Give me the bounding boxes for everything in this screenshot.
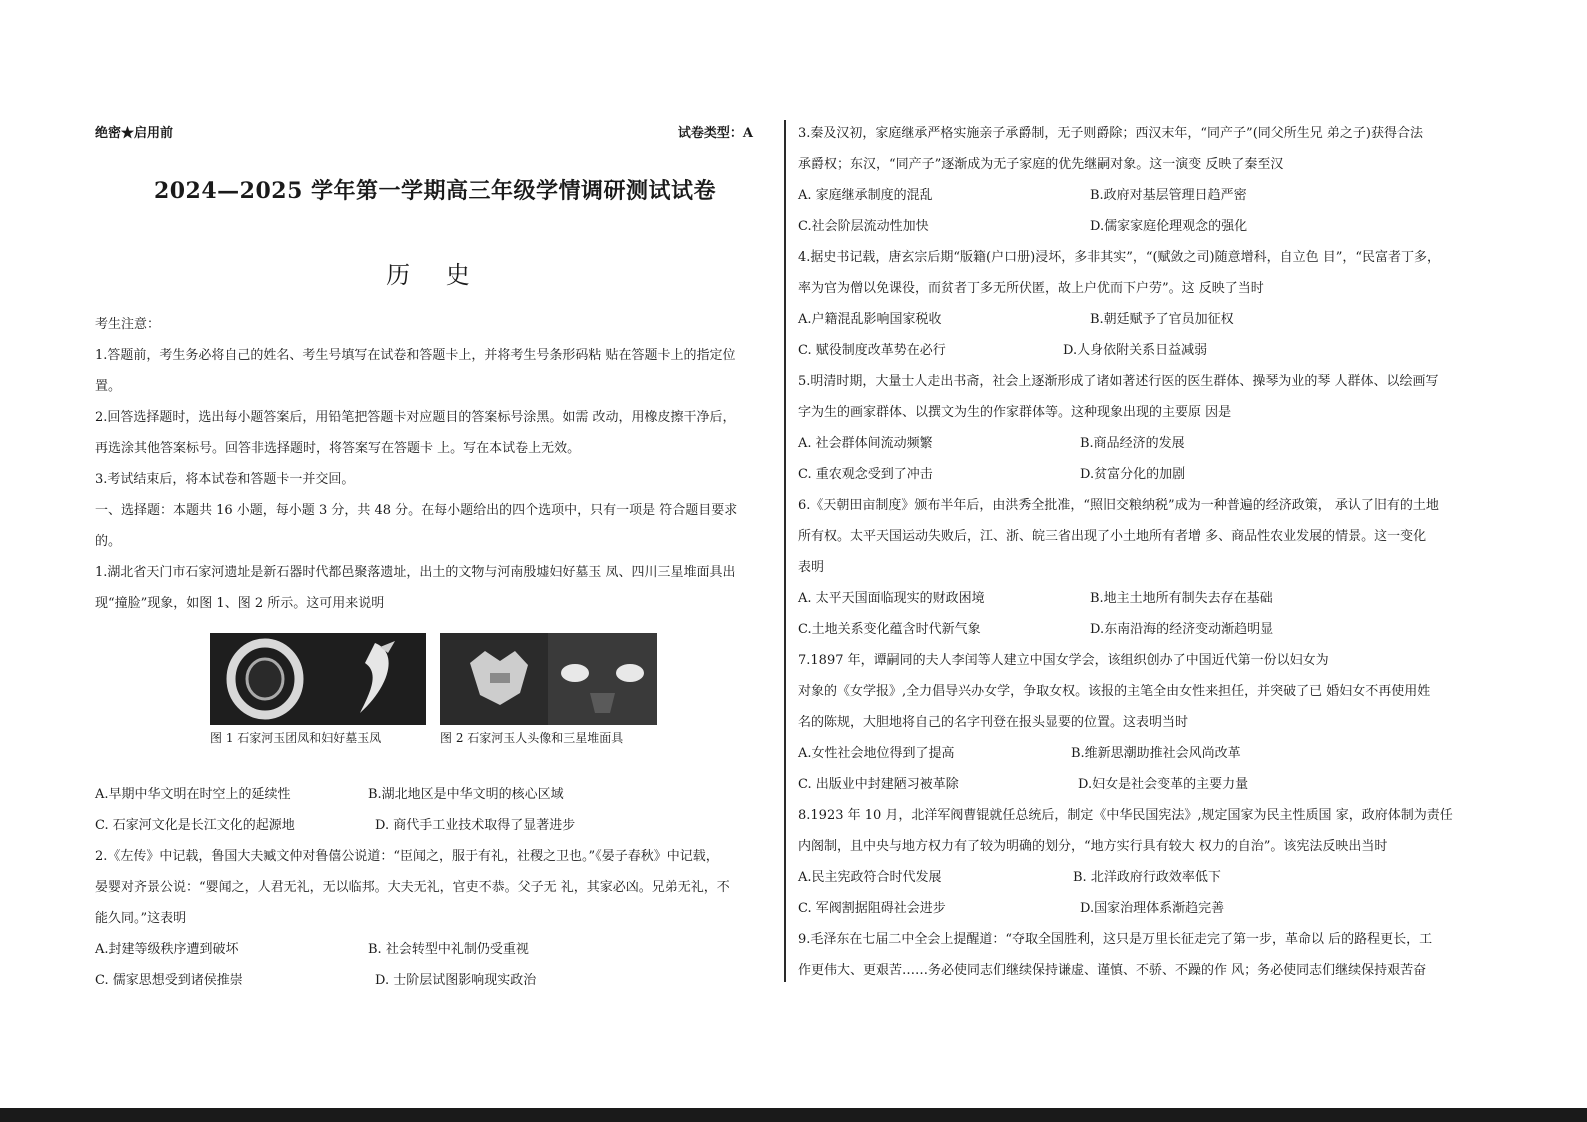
option-d: D.人身依附关系日益减弱 <box>1063 343 1208 358</box>
options-row <box>798 459 1488 490</box>
question-text-line: 率为官为僧以免课役，而贫者丁多无所伏匿，故上户优而下户劳”。这 反映了当时 <box>798 281 1264 296</box>
column-divider <box>784 120 786 982</box>
question-text-line: 5.明清时期，大量士人走出书斋，社会上逐渐形成了诸如著述行医的医生群体、操琴为业的琴 人群体、以绘画写 <box>798 374 1439 389</box>
confidential-label: 绝密★启用前 <box>95 126 174 141</box>
options-row <box>95 965 775 996</box>
notice-title: 考生注意： <box>95 317 161 332</box>
option-c: C.社会阶层流动性加快 <box>798 219 929 234</box>
option-a: A. 太平天国面临现实的财政困境 <box>798 591 985 606</box>
left-column <box>95 118 775 996</box>
question-text-line: 晏婴对齐景公说：“婴闻之，人君无礼，无以临邦。大夫无礼，官吏不恭。父子无 礼，其家必凶。兄弟无礼，不 <box>95 880 730 895</box>
exam-title: 2024—2025 学年第一学期高三年级学情调研测试试卷 <box>153 178 717 204</box>
option-d: D.妇女是社会变革的主要力量 <box>1078 777 1249 792</box>
question-2 <box>95 841 775 996</box>
options-row <box>798 893 1488 924</box>
question-6 <box>798 490 1488 645</box>
option-c: C. 军阀割据阻碍社会进步 <box>798 901 946 916</box>
figure-2-caption: 图 2 石家河玉人头像和三星堆面具 <box>440 731 624 745</box>
paper-type-label: 试卷类型：A <box>677 126 753 141</box>
section-line: 的。 <box>95 534 122 549</box>
option-b: B.维新思潮助推社会风尚改革 <box>1071 746 1241 761</box>
option-d: D.贫富分化的加剧 <box>1080 467 1186 482</box>
option-a: A.封建等级秩序遭到破坏 <box>95 942 239 957</box>
option-d: D. 士阶层试图影响现实政治 <box>375 973 537 988</box>
notice-line: 2.回答选择题时，选出每小题答案后，用铅笔把答题卡对应题目的答案标号涂黑。如需 改动，用橡皮擦干净后， <box>95 410 736 425</box>
option-b: B.政府对基层管理日趋严密 <box>1090 188 1247 203</box>
question-text-line: 承爵权；东汉，“同产子”逐渐成为无子家庭的优先继嗣对象。这一演变 反映了秦至汉 <box>798 157 1284 172</box>
question-text-line: 7.1897 年，谭嗣同的夫人李闰等人建立中国女学会，该组织创办了中国近代第一份以妇女为 <box>798 653 1329 668</box>
question-1 <box>95 557 775 841</box>
options-row <box>798 738 1488 769</box>
option-c: C.土地关系变化蕴含时代新气象 <box>798 622 981 637</box>
figure-1-caption: 图 1 石家河玉团凤和妇好墓玉凤 <box>210 731 382 745</box>
question-text-line: 所有权。太平天国运动失败后，江、浙、皖三省出现了小土地所有者增 多、商品性农业发展的情景。这一变化 <box>798 529 1427 544</box>
options-row <box>95 810 775 841</box>
question-text-line: 6.《天朝田亩制度》颁布半年后，由洪秀全批准，“照旧交粮纳税”成为一种普遍的经济政策， 承认了旧有的土地 <box>798 498 1439 513</box>
question-text-line: 能久同。”这表明 <box>95 911 187 926</box>
option-c: C. 赋役制度改革势在必行 <box>798 343 946 358</box>
question-text-line: 对象的《女学报》,全力倡导兴办女学，争取女权。该报的主笔全由女性来担任，并突破了已 婚妇女不再使用姓 <box>798 684 1431 699</box>
question-text-line: 现“撞脸”现象，如图 1、图 2 所示。这可用来说明 <box>95 596 385 611</box>
option-c: C. 儒家思想受到诸侯推崇 <box>95 973 243 988</box>
figure-1-image <box>210 633 426 725</box>
options-row <box>798 862 1488 893</box>
section-line: 一、选择题：本题共 16 小题，每小题 3 分，共 48 分。在每小题给出的四个选项中，只有一项是 符合题目要求 <box>95 503 738 518</box>
question-text-line: 3.秦及汉初，家庭继承严格实施亲子承爵制，无子则爵除；西汉末年，“同产子”(同父所生兄 弟之子)获得合法 <box>798 126 1423 141</box>
options-row <box>798 304 1488 335</box>
question-text-line: 9.毛泽东在七届二中全会上提醒道：“夺取全国胜利，这只是万里长征走完了第一步，革命以 后的路程更长，工 <box>798 932 1433 947</box>
question-text-line: 表明 <box>798 560 825 575</box>
options-row <box>798 769 1488 800</box>
options-row <box>798 180 1488 211</box>
notice-line: 1.答题前，考生务必将自己的姓名、考生号填写在试卷和答题卡上，并将考生号条形码粘 贴在答题卡上的指定位 <box>95 348 736 363</box>
options-row <box>798 583 1488 614</box>
notice-line: 3.考试结束后，将本试卷和答题卡一并交回。 <box>95 472 355 487</box>
option-b: B.地主土地所有制失去存在基础 <box>1090 591 1273 606</box>
option-a: A.民主宪政符合时代发展 <box>798 870 942 885</box>
question-text-line: 2.《左传》中记载，鲁国大夫臧文仲对鲁僖公说道：“臣闻之，服于有礼，社稷之卫也。”《晏子春秋》中记载， <box>95 849 719 864</box>
notice-block <box>95 309 775 495</box>
notice-line: 再选涂其他答案标号。回答非选择题时，将答案写在答题卡 上。写在本试卷上无效。 <box>95 441 581 456</box>
option-d: D.儒家家庭伦理观念的强化 <box>1090 219 1248 234</box>
option-d: D. 商代手工业技术取得了显著进步 <box>375 818 576 833</box>
question-9 <box>798 924 1488 986</box>
option-a: A.女性社会地位得到了提高 <box>798 746 955 761</box>
options-row <box>95 779 775 810</box>
option-b: B.商品经济的发展 <box>1080 436 1185 451</box>
options-row <box>95 934 775 965</box>
question-7 <box>798 645 1488 800</box>
question-text-line: 4.据史书记载，唐玄宗后期“版籍(户口册)浸坏，多非其实”，“(赋敛之司)随意增科，自立色 目”，“民富者丁多， <box>798 250 1441 265</box>
question-1-figure <box>95 629 775 779</box>
scan-edge-bar <box>0 1108 1587 1122</box>
option-b: B. 北洋政府行政效率低下 <box>1073 870 1221 885</box>
options-row <box>798 428 1488 459</box>
option-a: A.户籍混乱影响国家税收 <box>798 312 942 327</box>
question-text-line: 1.湖北省天门市石家河遗址是新石器时代都邑聚落遗址，出土的文物与河南殷墟妇好墓玉 凤、四川三星堆面具出 <box>95 565 736 580</box>
question-5 <box>798 366 1488 490</box>
option-d: D.东南沿海的经济变动渐趋明显 <box>1090 622 1274 637</box>
question-text-line: 作更伟大、更艰苦……务必使同志们继续保持谦虚、谨慎、不骄、不躁的作 风；务必使同志们继续保持艰苦奋 <box>798 963 1427 978</box>
subject-title: 历 史 <box>386 261 484 289</box>
option-c: C. 出版业中封建陋习被革除 <box>798 777 959 792</box>
question-text-line: 8.1923 年 10 月，北洋军阀曹锟就任总统后，制定《中华民国宪法》,规定国家为民主性质国 家，政府体制为责任 <box>798 808 1453 823</box>
options-row <box>798 211 1488 242</box>
option-b: B.湖北地区是中华文明的核心区域 <box>368 787 564 802</box>
section-one-instructions <box>95 495 775 557</box>
question-3 <box>798 118 1488 242</box>
figure-2-image <box>440 633 657 725</box>
option-b: B. 社会转型中礼制仍受重视 <box>368 942 529 957</box>
options-row <box>798 335 1488 366</box>
right-column <box>798 118 1488 986</box>
question-8 <box>798 800 1488 924</box>
option-d: D.国家治理体系渐趋完善 <box>1080 901 1225 916</box>
options-row <box>798 614 1488 645</box>
option-c: C. 石家河文化是长江文化的起源地 <box>95 818 295 833</box>
option-a: A. 社会群体间流动频繁 <box>798 436 933 451</box>
option-c: C. 重农观念受到了冲击 <box>798 467 933 482</box>
option-b: B.朝廷赋予了官员加征权 <box>1090 312 1234 327</box>
option-a: A.早期中华文明在时空上的延续性 <box>95 787 291 802</box>
notice-line: 置。 <box>95 379 122 394</box>
question-text-line: 名的陈规，大胆地将自己的名字刊登在报头显要的位置。这表明当时 <box>798 715 1189 730</box>
question-4 <box>798 242 1488 366</box>
header-row <box>95 118 775 149</box>
question-text-line: 字为生的画家群体、以撰文为生的作家群体等。这种现象出现的主要原 因是 <box>798 405 1232 420</box>
option-a: A. 家庭继承制度的混乱 <box>798 188 933 203</box>
question-text-line: 内阁制，且中央与地方权力有了较为明确的划分，“地方实行具有较大 权力的自治”。该宪法反映出当时 <box>798 839 1388 854</box>
